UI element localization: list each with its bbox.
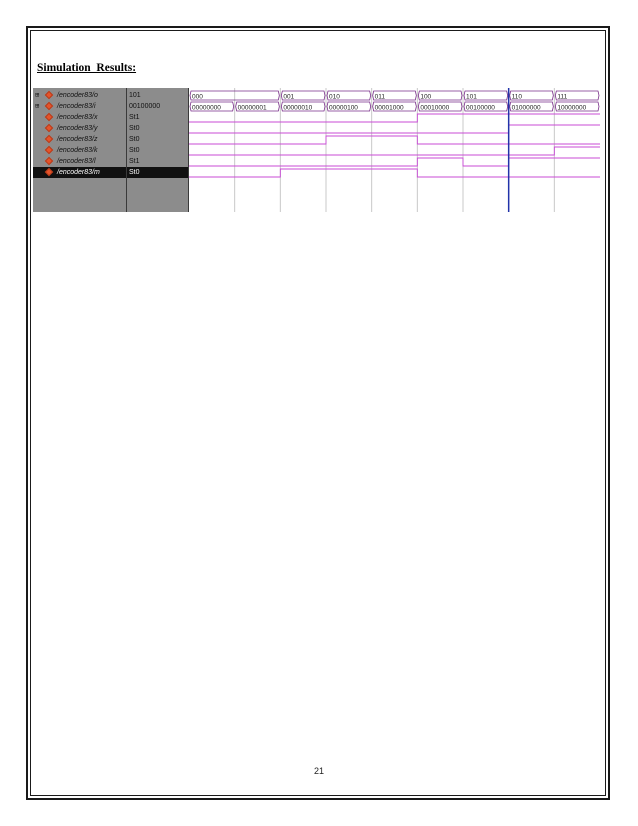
bus-o-label: 010 bbox=[329, 93, 340, 101]
signal-name: /encoder83/y bbox=[57, 125, 98, 132]
waveform-canvas bbox=[189, 88, 600, 212]
signal-name: /encoder83/i bbox=[57, 103, 96, 110]
signal-value: St1 bbox=[129, 114, 140, 121]
bus-i-label: 10000000 bbox=[557, 104, 587, 112]
signal-row[interactable] bbox=[33, 123, 126, 134]
signal-value-row bbox=[127, 112, 189, 123]
wave-l bbox=[189, 158, 600, 166]
signal-value: St0 bbox=[129, 136, 140, 143]
signal-value: St0 bbox=[129, 169, 140, 176]
signal-value: St1 bbox=[129, 158, 140, 165]
section-heading: Simulation Results: bbox=[37, 62, 137, 74]
signal-name: /encoder83/z bbox=[57, 136, 98, 143]
signal-diamond-icon bbox=[45, 124, 53, 132]
signal-diamond-icon bbox=[45, 102, 53, 110]
signal-value-row bbox=[127, 90, 189, 101]
signal-value-row bbox=[127, 156, 189, 167]
signal-value: 101 bbox=[129, 92, 141, 99]
signal-row[interactable] bbox=[33, 156, 126, 167]
bus-i-label: 00000010 bbox=[283, 104, 313, 112]
signal-row[interactable] bbox=[33, 134, 126, 145]
signal-value-row bbox=[127, 101, 189, 112]
signal-value-row bbox=[127, 167, 189, 178]
bus-o-label: 001 bbox=[283, 93, 295, 101]
bus-i-label: 00001000 bbox=[374, 104, 404, 112]
expand-icon[interactable]: ⊞ bbox=[35, 102, 40, 110]
bus-i-label: 00000001 bbox=[237, 104, 267, 112]
signal-value-row bbox=[127, 134, 189, 145]
bus-o-label: 110 bbox=[511, 93, 523, 101]
bus-i-label: 01000000 bbox=[511, 104, 541, 112]
signal-row[interactable] bbox=[33, 145, 126, 156]
signal-value-pane bbox=[126, 88, 188, 212]
signal-value: St0 bbox=[129, 125, 140, 132]
waveform-window bbox=[33, 88, 599, 212]
signal-name-pane bbox=[33, 88, 126, 212]
signal-diamond-icon bbox=[45, 168, 53, 176]
wave-x bbox=[189, 114, 600, 122]
bus-o-label: 111 bbox=[557, 93, 568, 101]
signal-row[interactable] bbox=[33, 112, 126, 123]
signal-name: /encoder83/k bbox=[57, 147, 98, 154]
signal-name: /encoder83/x bbox=[57, 114, 98, 121]
wave-y bbox=[189, 125, 600, 133]
wave-k bbox=[189, 147, 600, 155]
signal-value-row bbox=[127, 145, 189, 156]
signal-value-row bbox=[127, 123, 189, 134]
signal-diamond-icon bbox=[45, 113, 53, 121]
bus-o-label: 000 bbox=[192, 93, 203, 101]
bus-i-label: 00000100 bbox=[329, 104, 358, 112]
bus-o-label: 101 bbox=[466, 93, 477, 101]
signal-diamond-icon bbox=[45, 91, 53, 99]
signal-value: St0 bbox=[129, 147, 140, 154]
waveform-pane bbox=[188, 88, 599, 212]
signal-row[interactable] bbox=[33, 167, 126, 178]
bus-i-label: 00000000 bbox=[192, 104, 221, 112]
signal-value: 00100000 bbox=[129, 103, 161, 110]
page-number: 21 bbox=[313, 766, 324, 776]
signal-name: /encoder83/m bbox=[57, 169, 100, 176]
wave-z bbox=[189, 136, 600, 144]
signal-diamond-icon bbox=[45, 157, 53, 165]
signal-name: /encoder83/o bbox=[57, 92, 98, 99]
bus-i-label: 00010000 bbox=[420, 104, 450, 112]
bus-o-label: 011 bbox=[374, 93, 386, 101]
signal-name: /encoder83/l bbox=[57, 158, 96, 165]
expand-icon[interactable]: ⊞ bbox=[35, 91, 40, 99]
signal-diamond-icon bbox=[45, 146, 53, 154]
bus-i-label: 00100000 bbox=[466, 104, 495, 112]
wave-m bbox=[189, 169, 600, 177]
bus-o-label: 100 bbox=[420, 93, 432, 101]
signal-row[interactable] bbox=[33, 90, 126, 101]
signal-diamond-icon bbox=[45, 135, 53, 143]
signal-row[interactable] bbox=[33, 101, 126, 112]
